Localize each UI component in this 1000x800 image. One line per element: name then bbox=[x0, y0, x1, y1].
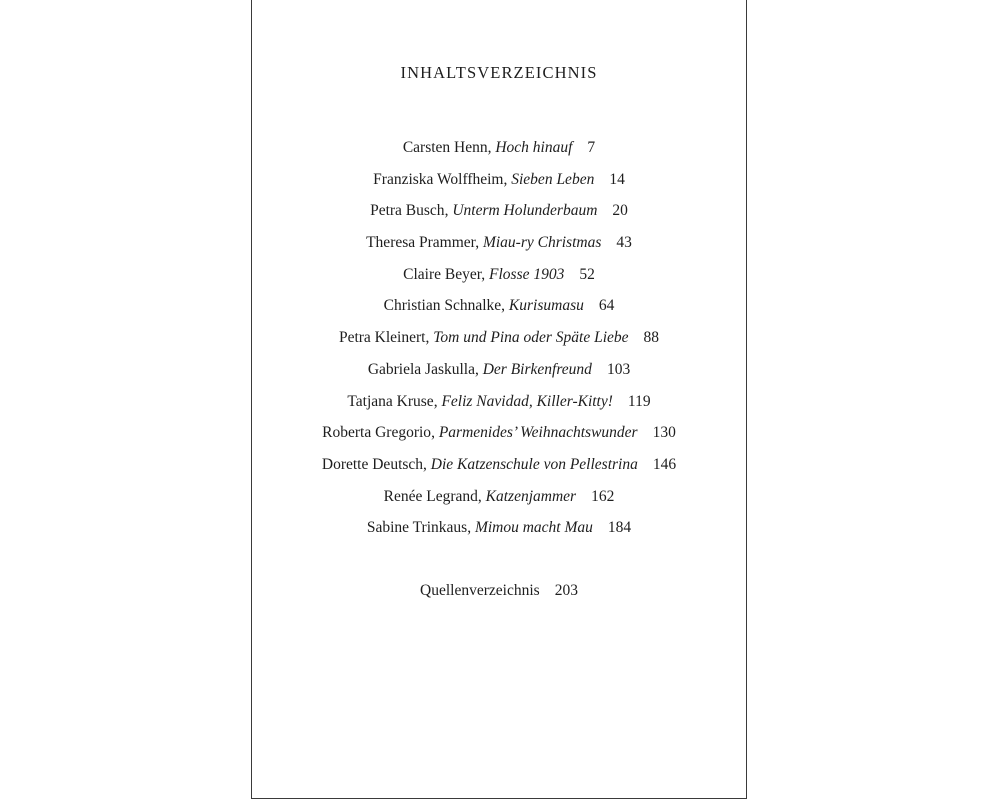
toc-entry: Tatjana Kruse, Feliz Navidad, Killer-Kitty! 119 bbox=[252, 391, 746, 423]
toc-story-title: Feliz Navidad, Killer-Kitty! bbox=[441, 392, 613, 410]
toc-story-title: Miau-ry Christmas bbox=[482, 234, 602, 252]
toc-page-number: 103 bbox=[606, 360, 631, 378]
toc-entry: Carsten Henn, Hoch hinauf 7 bbox=[252, 137, 746, 169]
toc-entry: Franziska Wolffheim, Sieben Leben 14 bbox=[252, 169, 746, 201]
toc-story-title: Katzenjammer bbox=[485, 487, 577, 505]
toc-entry: Roberta Gregorio, Parmenides’ Weihnachtswunder 130 bbox=[252, 422, 746, 454]
toc-story-title: Die Katzenschule von Pellestrina bbox=[430, 455, 638, 473]
toc-author: Christian Schnalke bbox=[383, 297, 502, 315]
toc-story-title: Der Birkenfreund bbox=[482, 360, 592, 378]
toc-author: Dorette Deutsch bbox=[321, 455, 424, 473]
toc-entry: Theresa Prammer, Miau-ry Christmas 43 bbox=[252, 232, 746, 264]
sources-entry bbox=[252, 580, 746, 602]
toc-author: Roberta Gregorio bbox=[322, 424, 432, 442]
toc-entry: Sabine Trinkaus, Mimou macht Mau 184 bbox=[252, 517, 746, 549]
toc-story-title: Parmenides’ Weihnachtswunder bbox=[438, 424, 638, 442]
sources-page-number: 203 bbox=[554, 582, 578, 599]
page-title: INHALTSVERZEICHNIS bbox=[400, 63, 598, 82]
book-page bbox=[251, 0, 747, 799]
toc-author: Petra Kleinert bbox=[338, 329, 426, 347]
toc-author: Carsten Henn bbox=[402, 139, 488, 156]
toc-page-number: 52 bbox=[579, 265, 595, 283]
toc-page-number: 184 bbox=[607, 519, 632, 537]
toc-story-title: Flosse 1903 bbox=[489, 265, 565, 283]
toc-page-number: 20 bbox=[612, 202, 628, 220]
toc-page-number: 88 bbox=[643, 329, 660, 347]
toc-page-number: 146 bbox=[652, 455, 677, 473]
sources-label: Quellenverzeichnis bbox=[420, 582, 540, 599]
toc-author: Theresa Prammer bbox=[366, 234, 476, 252]
toc-page-number: 14 bbox=[609, 170, 625, 188]
toc-story-title: Mimou macht Mau bbox=[474, 519, 593, 537]
toc-page-number: 162 bbox=[591, 487, 615, 505]
toc-page-number: 7 bbox=[587, 139, 596, 156]
toc-page-number: 64 bbox=[598, 297, 615, 315]
toc-page-number: 130 bbox=[652, 424, 676, 442]
toc-author: Tatjana Kruse bbox=[347, 392, 434, 410]
toc-entry: Petra Busch, Unterm Holunderbaum 20 bbox=[252, 200, 746, 232]
toc-author: Renée Legrand bbox=[383, 487, 478, 505]
table-of-contents bbox=[252, 137, 746, 549]
toc-story-title: Kurisumasu bbox=[508, 297, 584, 315]
toc-author: Petra Busch bbox=[370, 202, 445, 220]
toc-entry: Petra Kleinert, Tom und Pina oder Späte Liebe 88 bbox=[252, 327, 746, 359]
toc-author: Franziska Wolffheim bbox=[373, 170, 504, 188]
toc-author: Sabine Trinkaus bbox=[366, 519, 468, 537]
toc-entry: Gabriela Jaskulla, Der Birkenfreund 103 bbox=[252, 359, 746, 391]
toc-entry: Christian Schnalke, Kurisumasu 64 bbox=[252, 295, 746, 327]
toc-story-title: Tom und Pina oder Späte Liebe bbox=[433, 329, 629, 347]
toc-page-number: 119 bbox=[627, 392, 651, 410]
toc-story-title: Sieben Leben bbox=[511, 170, 595, 188]
toc-entry: Renée Legrand, Katzenjammer 162 bbox=[252, 486, 746, 518]
toc-entry: Claire Beyer, Flosse 1903 52 bbox=[252, 264, 746, 296]
toc-story-title: Unterm Holunderbaum bbox=[452, 202, 598, 220]
toc-author: Gabriela Jaskulla bbox=[367, 360, 475, 378]
toc-entry: Dorette Deutsch, Die Katzenschule von Pellestrina 146 bbox=[252, 454, 746, 486]
toc-story-title: Hoch hinauf bbox=[495, 139, 573, 156]
toc-page-number: 43 bbox=[616, 234, 632, 252]
toc-author: Claire Beyer bbox=[403, 265, 482, 283]
